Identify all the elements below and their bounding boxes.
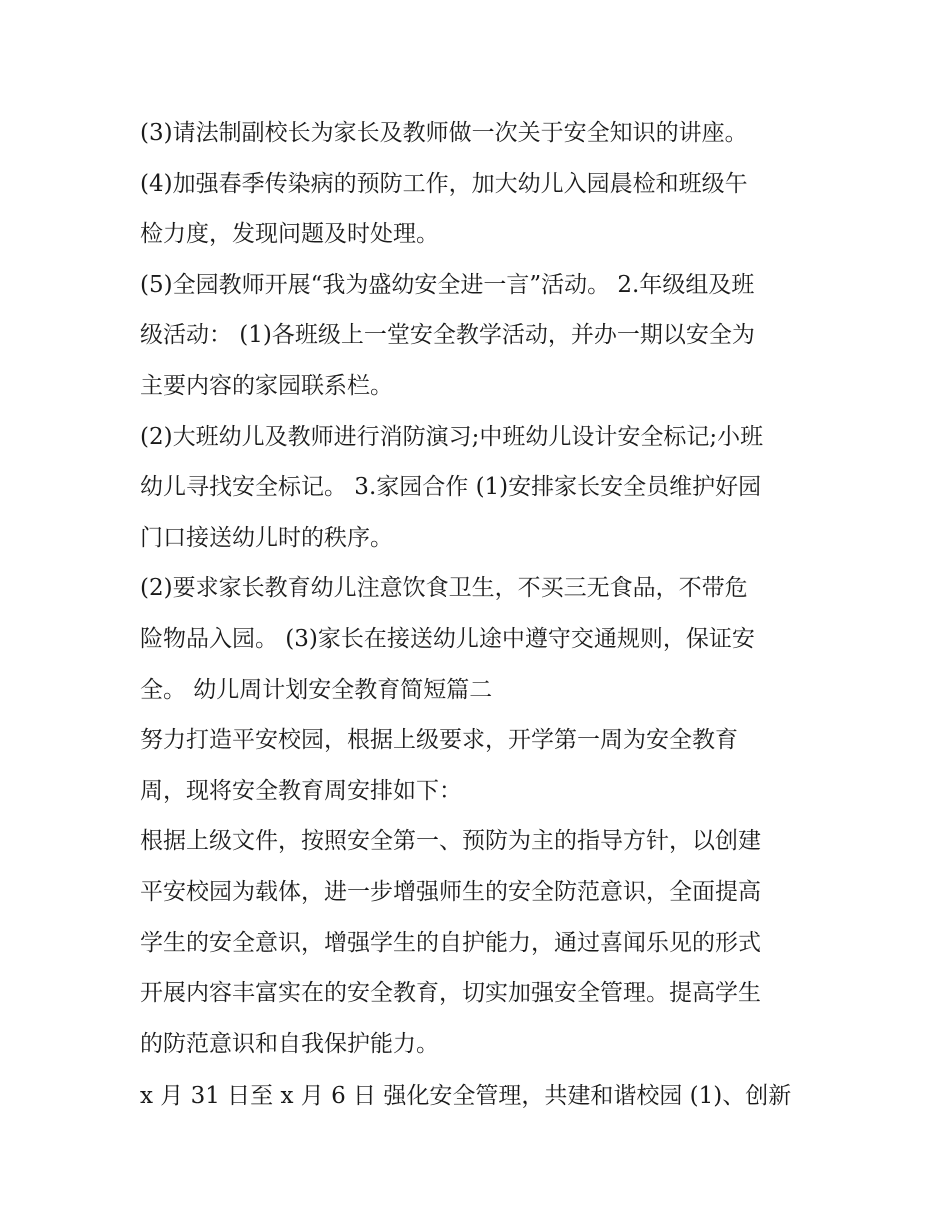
text-line: 开展内容丰富实在的安全教育，切实加强安全管理。提高学生 bbox=[140, 980, 761, 1007]
text-line: 平安校园为载体，进一步增强师生的安全防范意识，全面提高 bbox=[140, 878, 761, 905]
text-line: 险物品入园。 (3)家长在接送幼儿途中遵守交通规则，保证安 bbox=[140, 625, 755, 652]
text-line: (2)大班幼儿及教师进行消防演习;中班幼儿设计安全标记;小班 bbox=[140, 423, 764, 450]
text-line: 根据上级文件，按照安全第一、预防为主的指导方针，以创建 bbox=[140, 828, 761, 855]
text-line: 幼儿寻找安全标记。 3.家园合作 (1)安排家长安全员维护好园 bbox=[140, 474, 762, 501]
text-line: 的防范意识和自我保护能力。 bbox=[140, 1030, 439, 1057]
text-line: x 月 31 日至 x 月 6 日 强化安全管理，共建和谐校园 (1)、创新 bbox=[140, 1083, 792, 1110]
text-line: (4)加强春季传染病的预防工作，加大幼儿入园晨检和班级午 bbox=[140, 170, 748, 197]
text-line: 级活动： (1)各班级上一堂安全教学活动，并办一期以安全为 bbox=[140, 322, 755, 349]
text-line: 周，现将安全教育周安排如下： bbox=[140, 777, 462, 804]
body-text bbox=[140, 108, 820, 1122]
text-line: 检力度，发现问题及时处理。 bbox=[140, 221, 439, 248]
text-line: (5)全园教师开展“我为盛幼安全进一言”活动。 2.年级组及班 bbox=[140, 271, 755, 298]
text-line: (3)请法制副校长为家长及教师做一次关于安全知识的讲座。 bbox=[140, 120, 748, 146]
text-line: 全。 幼儿周计划安全教育简短篇二 bbox=[140, 676, 493, 703]
text-line: 努力打造平安校园，根据上级要求，开学第一周为安全教育 bbox=[140, 727, 738, 754]
text-line: 门口接送幼儿时的秩序。 bbox=[140, 524, 393, 551]
text-line: (2)要求家长教育幼儿注意饮食卫生，不买三无食品，不带危 bbox=[140, 575, 748, 602]
text-line: 学生的安全意识，增强学生的自护能力，通过喜闻乐见的形式 bbox=[140, 929, 761, 956]
text-line: 主要内容的家园联系栏。 bbox=[140, 372, 393, 399]
